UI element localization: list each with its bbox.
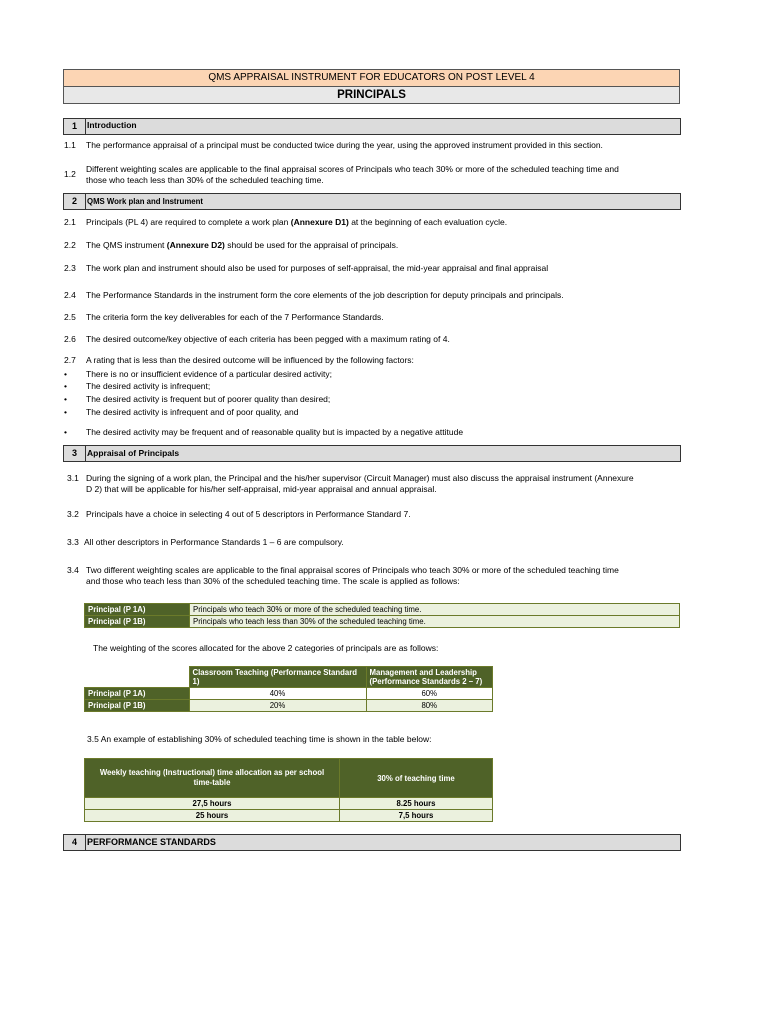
category-cell: Principal (P 1B) bbox=[85, 616, 190, 628]
category-cell: Principal (P 1A) bbox=[85, 688, 190, 700]
time-table bbox=[84, 758, 493, 822]
item-text: The work plan and instrument should also be used for purposes of self-appraisal, the mid-year appraisal and final appraisal bbox=[86, 263, 549, 273]
section-label: Introduction bbox=[87, 120, 137, 130]
item-text: The QMS instrument bbox=[86, 240, 167, 250]
table-row bbox=[85, 688, 493, 700]
section-2-header bbox=[63, 193, 681, 210]
section-label: Appraisal of Principals bbox=[87, 448, 180, 458]
table-row bbox=[85, 604, 680, 616]
empty-header-cell bbox=[85, 667, 190, 688]
item-number: 2.5 bbox=[64, 312, 76, 322]
category-cell: Principal (P 1B) bbox=[85, 700, 190, 712]
item-text-line1: Different weighting scales are applicable to the final appraisal scores of Principals who teach 30% or more of the scheduled teaching time and bbox=[86, 164, 619, 174]
table-row bbox=[85, 810, 493, 822]
description-cell: Principals who teach 30% or more of the scheduled teaching time. bbox=[190, 604, 680, 616]
item-text-line1: Two different weighting scales are applicable to the final appraisal scores of Principals who teach 30% or more of the scheduled teaching time bbox=[86, 565, 619, 575]
section-label: PERFORMANCE STANDARDS bbox=[87, 837, 216, 847]
document-title: QMS APPRAISAL INSTRUMENT FOR EDUCATORS ON POST LEVEL 4 bbox=[63, 69, 680, 87]
item-text: The performance appraisal of a principal must be conducted twice during the year, using the approved instrument provided in this section. bbox=[86, 140, 603, 150]
table-row bbox=[85, 616, 680, 628]
item-text-line2: D 2) that will be applicable for his/her self-appraisal, mid-year appraisal and annual appraisal. bbox=[86, 484, 437, 494]
value-cell: 80% bbox=[366, 700, 493, 712]
section-number: 2 bbox=[64, 194, 86, 209]
value-cell: 27,5 hours bbox=[85, 798, 340, 810]
item-number: 2.2 bbox=[64, 240, 76, 250]
item-number: 3.3 bbox=[67, 537, 79, 547]
category-cell: Principal (P 1A) bbox=[85, 604, 190, 616]
section-4-header bbox=[63, 834, 681, 851]
table-header-row bbox=[85, 759, 493, 798]
item-number: 2.4 bbox=[64, 290, 76, 300]
item-text-line2: those who teach less than 30% of the scheduled teaching time. bbox=[86, 175, 324, 185]
column-header: Management and Leadership (Performance Standards 2 – 7) bbox=[366, 667, 493, 688]
item-number: 2.6 bbox=[64, 334, 76, 344]
table-row bbox=[85, 700, 493, 712]
weighting-intro: The weighting of the scores allocated for the above 2 categories of principals are as follows: bbox=[93, 643, 439, 653]
item-number: 3.2 bbox=[67, 509, 79, 519]
value-cell: 60% bbox=[366, 688, 493, 700]
document-subtitle: PRINCIPALS bbox=[63, 86, 680, 104]
item-number: 2.7 bbox=[64, 355, 76, 365]
value-cell: 7,5 hours bbox=[340, 810, 493, 822]
scale-table bbox=[84, 603, 680, 628]
bullet-icon: • bbox=[64, 381, 67, 391]
item-text-line2: and those who teach less than 30% of the scheduled teaching time. The scale is applied as follows: bbox=[86, 576, 460, 586]
section-1-header bbox=[63, 118, 681, 135]
item-number: 3.1 bbox=[67, 473, 79, 483]
section-3-header bbox=[63, 445, 681, 462]
section-number: 3 bbox=[64, 446, 86, 461]
value-cell: 20% bbox=[189, 700, 366, 712]
item-number: 1.2 bbox=[64, 169, 76, 179]
bullet-text: There is no or insufficient evidence of a particular desired activity; bbox=[86, 369, 332, 379]
item-text: The criteria form the key deliverables for each of the 7 Performance Standards. bbox=[86, 312, 384, 322]
bullet-text: The desired activity may be frequent and of reasonable quality but is impacted by a negative attitude bbox=[86, 427, 464, 437]
description-cell: Principals who teach less than 30% of the scheduled teaching time. bbox=[190, 616, 680, 628]
column-header: Classroom Teaching (Performance Standard 1) bbox=[189, 667, 366, 688]
bullet-text: The desired activity is infrequent and of poor quality, and bbox=[86, 407, 299, 417]
section-number: 1 bbox=[64, 119, 86, 134]
item-number: 3.4 bbox=[67, 565, 79, 575]
annexure-reference: (Annexure D2) bbox=[166, 240, 225, 250]
column-header: 30% of teaching time bbox=[340, 759, 493, 798]
item-number: 2.1 bbox=[64, 217, 76, 227]
example-intro: 3.5 An example of establishing 30% of scheduled teaching time is shown in the table below: bbox=[87, 734, 432, 744]
section-number: 4 bbox=[64, 835, 86, 850]
value-cell: 8.25 hours bbox=[340, 798, 493, 810]
column-header: Weekly teaching (Instructional) time allocation as per school time-table bbox=[85, 759, 340, 798]
annexure-reference: (Annexure D1) bbox=[290, 217, 349, 227]
item-text: Principals have a choice in selecting 4 out of 5 descriptors in Performance Standard 7. bbox=[86, 509, 411, 519]
weighting-table bbox=[84, 666, 493, 712]
bullet-icon: • bbox=[64, 369, 67, 379]
bullet-text: The desired activity is frequent but of poorer quality than desired; bbox=[86, 394, 331, 404]
item-text-line1: During the signing of a work plan, the Principal and the his/her supervisor (Circuit Manager) must also discuss the appraisal instrument (Annexure bbox=[86, 473, 634, 483]
value-cell: 25 hours bbox=[85, 810, 340, 822]
table-row bbox=[85, 798, 493, 810]
item-text: The Performance Standards in the instrument form the core elements of the job description for deputy principals and principals. bbox=[86, 290, 564, 300]
item-text: should be used for the appraisal of principals. bbox=[224, 240, 399, 250]
item-number: 2.3 bbox=[64, 263, 76, 273]
item-text: Principals (PL 4) are required to complete a work plan bbox=[86, 217, 291, 227]
bullet-icon: • bbox=[64, 427, 67, 437]
item-text: at the beginning of each evaluation cycle. bbox=[348, 217, 508, 227]
item-text: A rating that is less than the desired outcome will be influenced by the following factors: bbox=[86, 355, 414, 365]
table-header-row bbox=[85, 667, 493, 688]
bullet-icon: • bbox=[64, 407, 67, 417]
bullet-text: The desired activity is infrequent; bbox=[86, 381, 211, 391]
value-cell: 40% bbox=[189, 688, 366, 700]
section-label: QMS Work plan and Instrument bbox=[87, 197, 203, 206]
item-text: All other descriptors in Performance Standards 1 – 6 are compulsory. bbox=[84, 537, 344, 547]
bullet-icon: • bbox=[64, 394, 67, 404]
item-number: 1.1 bbox=[64, 140, 76, 150]
item-text: The desired outcome/key objective of each criteria has been pegged with a maximum rating of 4. bbox=[86, 334, 450, 344]
